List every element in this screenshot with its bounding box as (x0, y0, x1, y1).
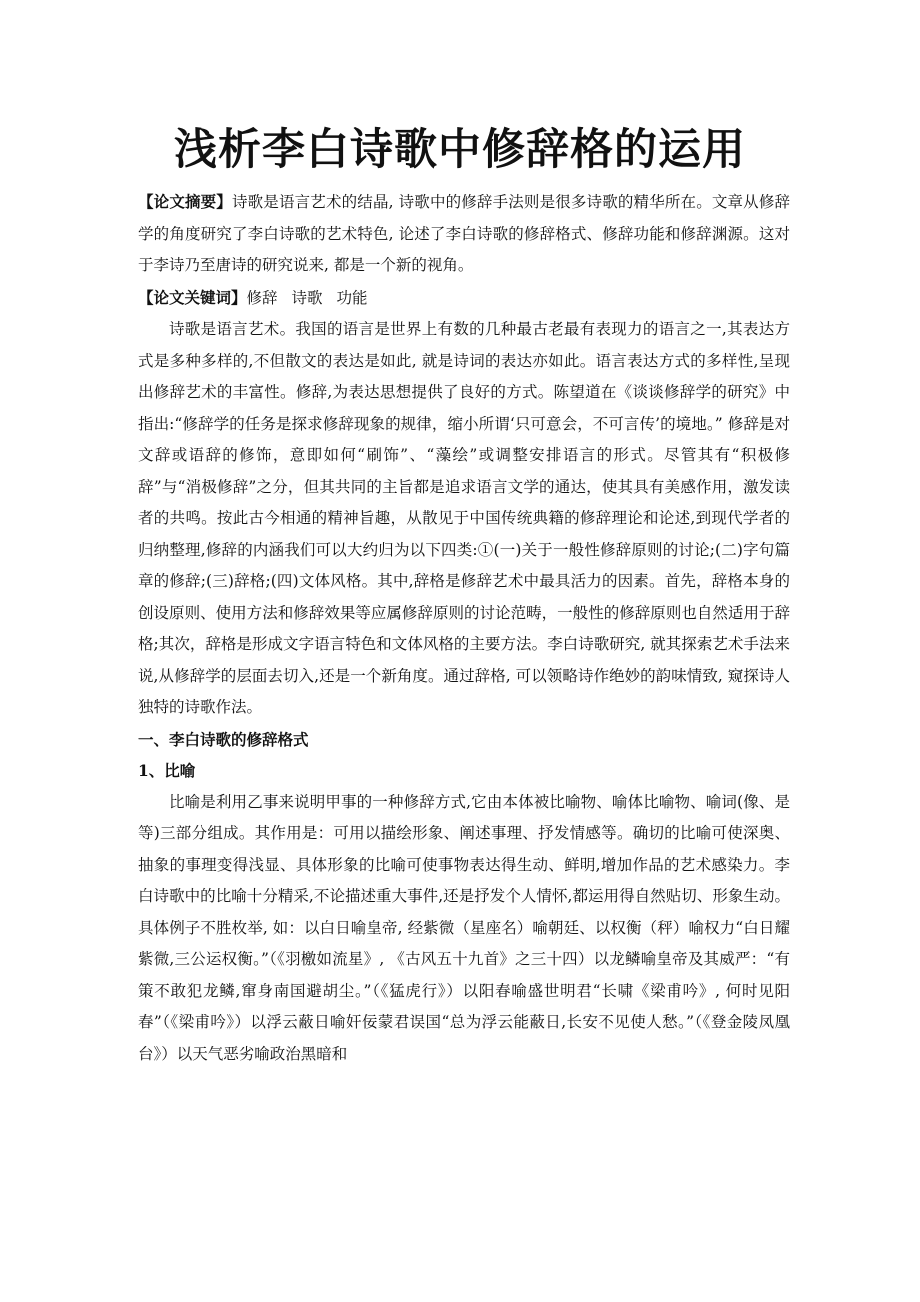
abstract-paragraph (138, 186, 790, 282)
section-heading: 一、李白诗歌的修辞格式 (138, 729, 309, 749)
keyword-item: 修辞 (246, 288, 278, 307)
keywords-paragraph (138, 282, 790, 315)
intro-paragraph: 诗歌是语言艺术。我国的语言是世界上有数的几种最古老最有表现力的语言之一,其表达方式是多种多样的,不但散文的表达是如此, 就是诗词的表达亦如此。语言表达方式的多样性,呈现出修辞艺术的丰富性。修辞,为表达思想提供了良好的方式。陈望道在《谈谈修辞学的研究》中指出:“修辞学的任务是探求修辞现象的规律，缩小所谓‘只可意会，不可言传’的境地。” 修辞是对文辞或语辞的修饰，意即如何“刷饰”、“藻绘”或调整安排语言的形式。尽管其有“积极修辞”与“消极修辞”之分，但其共同的主旨都是追求语言文学的通达，使其具有美感作用，激发读者的共鸣。按此古今相通的精神旨趣，从散见于中国传统典籍的修辞理论和论述,到现代学者的归纳整理,修辞的内涵我们可以大约归为以下四类:①(一)关于一般性修辞原则的讨论;(二)字句篇章的修辞;(三)辞格;(四)文体风格。其中,辞格是修辞艺术中最具活力的因素。首先，辞格本身的创设原则、使用方法和修辞效果等应属修辞原则的讨论范畴，一般性的修辞原则也自然适用于辞格;其次，辞格是形成文字语言特色和文体风格的主要方法。李白诗歌研究, 就其探索艺术手法来说,从修辞学的层面去切入,还是一个新角度。通过辞格, 可以领略诗作绝妙的韵味情致, 窥探诗人独特的诗歌作法。 (138, 320, 790, 716)
subsection-heading: 1、比喻 (138, 761, 196, 780)
keywords-label: 【论文关键词】 (138, 287, 247, 307)
abstract-label: 【论文摘要】 (138, 192, 232, 211)
keyword-item: 诗歌 (291, 288, 323, 307)
keyword-item: 功能 (336, 288, 368, 307)
page-title: 浅析李白诗歌中修辞格的运用 (174, 125, 746, 175)
abstract-text: 诗歌是语言艺术的结晶, 诗歌中的修辞手法则是很多诗歌的精华所在。文章从修辞学的角度研究了李白诗歌的艺术特色, 论述了李白诗歌的修辞格式、修辞功能和修辞渊源。这对于李诗乃至唐诗的研究说来, 都是一个新的视角。 (138, 193, 790, 274)
metaphor-paragraph: 比喻是利用乙事来说明甲事的一种修辞方式,它由本体被比喻物、喻体比喻物、喻词(像、是等)三部分组成。其作用是：可用以描绘形象、阐述事理、抒发情感等。确切的比喻可使深奥、抽象的事理变得浅显、具体形象的比喻可使事物表达得生动、鲜明,增加作品的艺术感染力。李白诗歌中的比喻十分精采,不论描述重大事件,还是抒发个人情怀,都运用得自然贴切、形象生动。具体例子不胜枚举, 如：以白日喻皇帝, 经紫微（星座名）喻朝廷、以权衡（秤）喻权力“白日耀紫微,三公运权衡。”（《羽檄如流星》, 《古风五十九首》之三十四）以龙鳞喻皇帝及其威严：“有策不敢犯龙鳞,窜身南国避胡尘。”（《猛虎行》）以阳春喻盛世明君“长啸《梁甫吟》, 何时见阳春”（《梁甫吟》）以浮云蔽日喻奸佞蒙君误国“总为浮云能蔽日,长安不见使人愁。”（《登金陵凤凰台》）以天气恶劣喻政治黑暗和 (138, 792, 790, 1063)
document-body (138, 186, 790, 1070)
